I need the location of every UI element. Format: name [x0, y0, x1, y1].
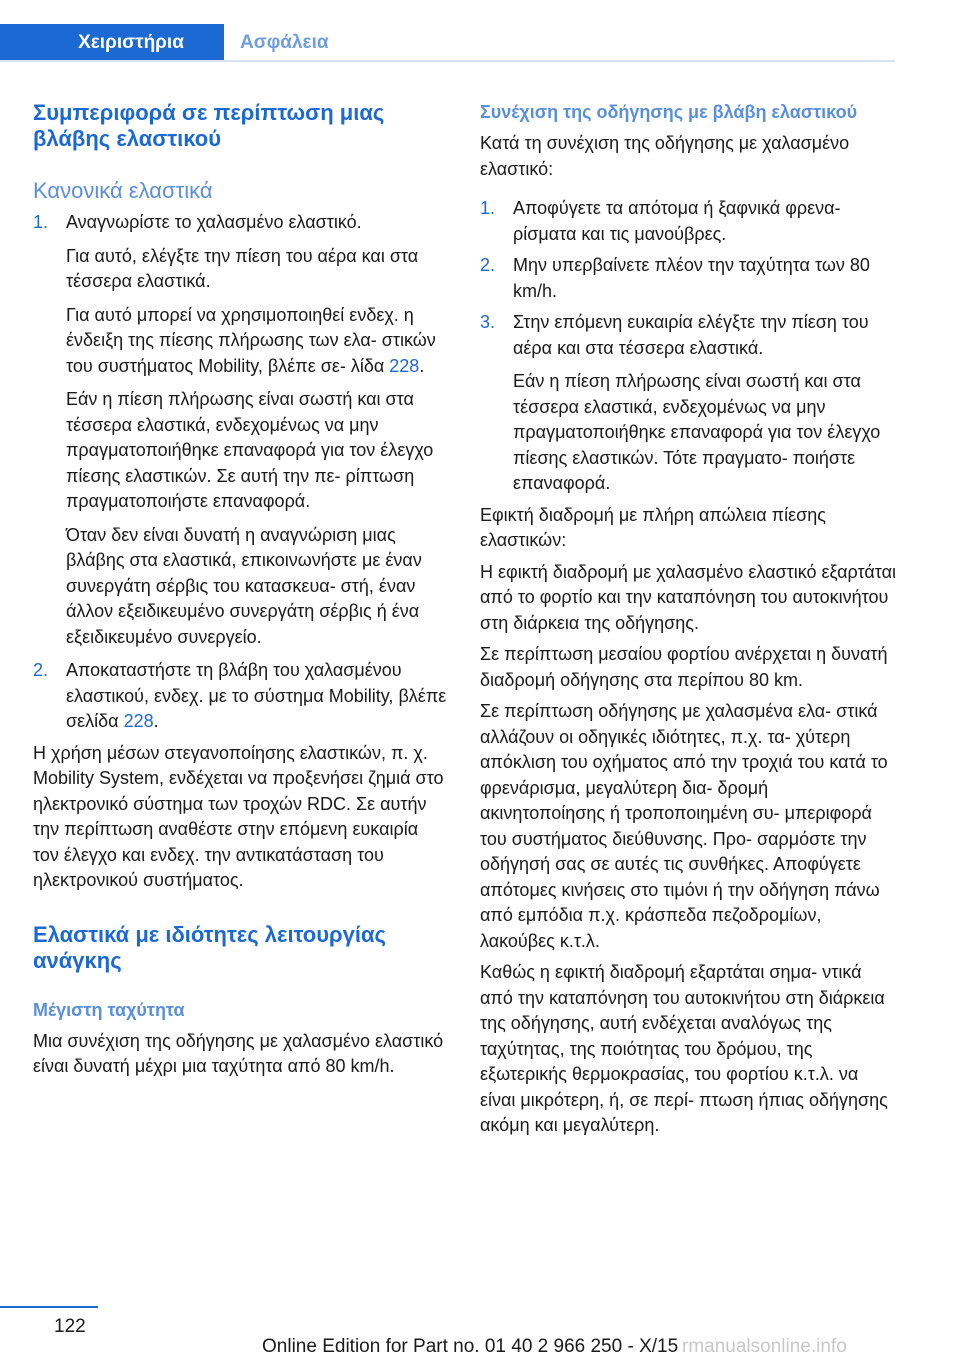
- page-link-228[interactable]: 228: [123, 711, 154, 731]
- left-column: [33, 100, 447, 1080]
- page-link-228[interactable]: 228: [389, 355, 420, 376]
- list-item: [480, 310, 898, 361]
- paragraph-text: .: [419, 355, 425, 376]
- list-item-text: Αποκαταστήστε τη βλάβη του χαλασμένου ελαστικού, ενδεχ. με το σύστημα Mobility, βλέπε σελίδα: [66, 660, 447, 731]
- paragraph: Η χρήση μέσων στεγανοποίησης ελαστικών, π. χ. Mobility System, ενδέχεται να προξενήσει ζημιά στο ηλεκτρονικό σύστημα των τροχών RDC. Σε αυτήν την περίπτωση αναθέστε στην επόμενη ευκαιρία τον έλεγχο και ενδεχ. την αντικατάσταση του ηλεκτρονικού συστήματος.: [33, 742, 444, 890]
- list-item-text: Στην επόμενη ευκαιρία ελέγξτε την πίεση του αέρα και στα τέσσερα ελαστικά.: [513, 312, 869, 358]
- paragraph: Μια συνέχιση της οδήγησης με χαλασμένο ελαστικό είναι δυνατή μέχρι μια ταχύτητα από 80 km/h.: [33, 1030, 444, 1076]
- list-item-text: Αποφύγετε τα απότομα ή ξαφνικά φρενα- ρίσματα και τις μανούβρες.: [513, 198, 841, 244]
- list-subparagraph: [33, 303, 447, 380]
- edition-info: Online Edition for Part no. 01 40 2 966 250 - X/15: [262, 1336, 679, 1357]
- list-number: 2.: [480, 255, 496, 275]
- section-title-emergency-tires: Ελαστικά με ιδιότητες λειτουργίας ανάγκης: [33, 921, 386, 973]
- tab-controls[interactable]: Χειριστήρια: [0, 24, 224, 62]
- right-column: [480, 100, 898, 1139]
- list-item-text: .: [153, 711, 159, 731]
- subsection-normal-tires: Κανονικά ελαστικά: [33, 178, 213, 203]
- subsection-max-speed: Μέγιστη ταχύτητα: [33, 999, 185, 1020]
- tab-safety[interactable]: Ασφάλεια: [240, 32, 329, 53]
- header-divider: [0, 60, 895, 62]
- list-item: [33, 658, 447, 735]
- list-number: 2.: [33, 660, 49, 680]
- section-title-flat-tire: Συμπεριφορά σε περίπτωση μιας βλάβης ελαστικού: [33, 100, 385, 151]
- page-number: 122: [54, 1316, 86, 1337]
- paragraph: Εφικτή διαδρομή με πλήρη απώλεια πίεσης ελαστικών:: [480, 504, 826, 550]
- header-bar: [0, 0, 960, 62]
- list-subparagraph: Για αυτό, ελέγξτε την πίεση του αέρα και στα τέσσερα ελαστικά.: [66, 245, 419, 291]
- list-subparagraph: Όταν δεν είναι δυνατή η αναγνώριση μιας βλάβης στα ελαστικά, επικοινωνήστε με έναν συνεργάτη σέρβις του κατασκευα- στή, έναν άλλον εξειδικευμένο συνεργάτη σέρβις ή ένα εξειδικευμένο συνεργείο.: [66, 524, 422, 647]
- list-number: 1.: [33, 212, 49, 232]
- footer-divider: [0, 1306, 98, 1308]
- watermark: rmanualsonline.info: [682, 1336, 847, 1357]
- paragraph: Η εφικτή διαδρομή με χαλασμένο ελαστικό εξαρτάται από το φορτίο και την καταπόνηση του αυτοκινήτου στη διάρκεια της οδήγησης.: [480, 561, 896, 633]
- paragraph: Κατά τη συνέχιση της οδήγησης με χαλασμένο ελαστικό:: [480, 133, 850, 179]
- list-subparagraph: Εάν η πίεση πλήρωσης είναι σωστή και στα τέσσερα ελαστικά, ενδεχομένως να μην πραγματοποιήθηκε επαναφορά για τον έλεγχο πίεσης ελαστικών. Τότε πραγματο- ποιήστε επαναφορά.: [513, 371, 881, 493]
- list-item: [480, 196, 898, 247]
- paragraph: Σε περίπτωση οδήγησης με χαλασμένα ελα- στικά αλλάζουν οι οδηγικές ιδιότητες, π.χ. τα- χύτερη απόκλιση του οχήματος από την τροχιά του κατά το φρενάρισμα, μεγαλύτερη δια- δρομή ακινητοποίησης ή τροποποιημένη συ- μπεριφορά του συστήματος διεύθυνσης. Προ- σαρμόστε την οδήγησή σας σε αυτές τις συνθήκες. Αποφύγετε απότομες κινήσεις στο τιμόνι ή την οδήγηση πάνω από εμπόδια π.χ. κράσπεδα πεζοδρομίων, λακούβες κ.τ.λ.: [480, 701, 888, 951]
- list-item: [33, 210, 447, 236]
- list-item-text: Αναγνωρίστε το χαλασμένο ελαστικό.: [66, 212, 362, 232]
- list-item-text: Μην υπερβαίνετε πλέον την ταχύτητα των 80 km/h.: [513, 255, 870, 301]
- list-number: 3.: [480, 312, 496, 332]
- list-subparagraph: Εάν η πίεση πλήρωσης είναι σωστή και στα τέσσερα ελαστικά, ενδεχομένως να μην πραγματοποιήθηκε επαναφορά για τον έλεγχο πίεσης ελαστικών. Σε αυτή την πε- ρίπτωση πραγματοποιήστε επαναφορά.: [66, 389, 434, 511]
- section-title-continue-driving: Συνέχιση της οδήγησης με βλάβη ελαστικού: [480, 102, 858, 122]
- list-item: [480, 253, 898, 304]
- list-number: 1.: [480, 198, 496, 218]
- paragraph-text: Για αυτό μπορεί να χρησιμοποιηθεί ενδεχ. η ένδειξη της πίεσης πλήρωσης των ελα- στικών του συστήματος Mobility, βλέπε σε- λίδα: [66, 304, 436, 376]
- paragraph: Σε περίπτωση μεσαίου φορτίου ανέρχεται η δυνατή διαδρομή οδήγησης στα περίπου 80 km.: [480, 644, 888, 690]
- paragraph: Καθώς η εφικτή διαδρομή εξαρτάται σημα- ντικά από την καταπόνηση του αυτοκινήτου στη διάρκεια της οδήγησης, αυτή ενδέχεται αναλόγως της ταχύτητας, της ποιότητας του δρόμου, της εξωτερικής θερμοκρασίας, του φορτίου κ.τ.λ. να είναι μικρότερη, ή, σε περί- πτωση ήπιας οδήγησης ακόμη και μεγαλύτερη.: [480, 962, 888, 1135]
